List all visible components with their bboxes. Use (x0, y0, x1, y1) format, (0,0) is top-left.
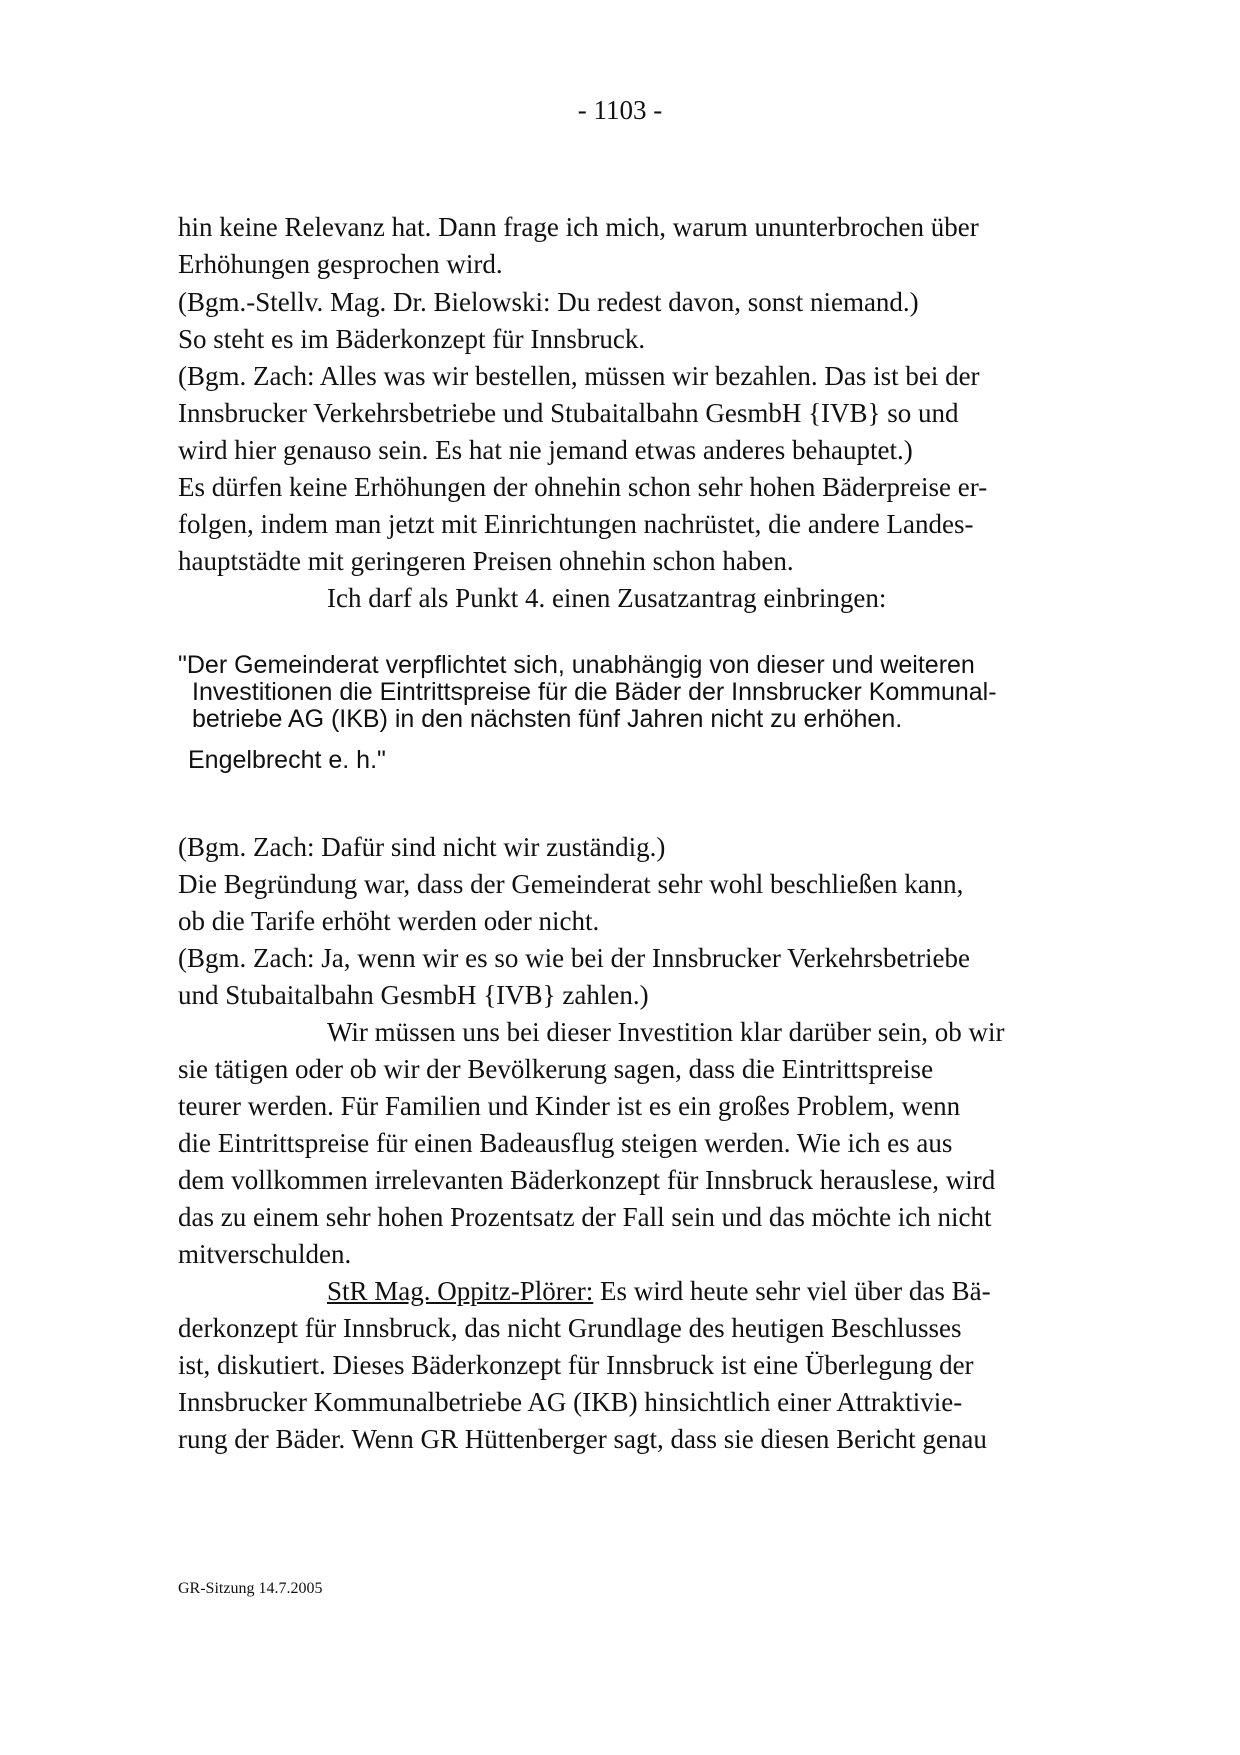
text-line: rung der Bäder. Wenn GR Hüttenberger sagt, dass sie diesen Bericht genau (178, 1424, 987, 1454)
text-line: die Eintrittspreise für einen Badeausflug steigen werden. Wie ich es aus (178, 1128, 953, 1158)
motion-line: Investitionen die Eintrittspreise für die Bäder der Innsbrucker Kommunal- (192, 678, 997, 706)
text-line: derkonzept für Innsbruck, das nicht Grundlage des heutigen Beschlusses (178, 1313, 962, 1343)
text-line: folgen, indem man jetzt mit Einrichtungen nachrüstet, die andere Landes- (178, 509, 974, 539)
text-line: und Stubaitalbahn GesmbH {IVB} zahlen.) (178, 980, 649, 1010)
motion-line: "Der Gemeinderat verpflichtet sich, unabhängig von dieser und weiteren (178, 651, 975, 679)
text-line: (Bgm. Zach: Ja, wenn wir es so wie bei der Innsbrucker Verkehrsbetriebe (178, 943, 970, 973)
footer-session-date: GR-Sitzung 14.7.2005 (178, 1580, 323, 1597)
text-line: das zu einem sehr hohen Prozentsatz der Fall sein und das möchte ich nicht (178, 1202, 992, 1232)
text-line-indented: Ich darf als Punkt 4. einen Zusatzantrag einbringen: (327, 583, 887, 613)
text-line-indented: Wir müssen uns bei dieser Investition klar darüber sein, ob wir (327, 1017, 1005, 1047)
text-line: (Bgm. Zach: Alles was wir bestellen, müssen wir bezahlen. Das ist bei der (178, 361, 980, 391)
text-line: Erhöhungen gesprochen wird. (178, 249, 503, 279)
page-number: - 1103 - (577, 95, 663, 125)
text-line: (Bgm. Zach: Dafür sind nicht wir zuständig.) (178, 832, 666, 862)
speaker-line (327, 1273, 991, 1309)
text-line: (Bgm.-Stellv. Mag. Dr. Bielowski: Du redest davon, sonst niemand.) (178, 287, 919, 317)
speaker-text: Es wird heute sehr viel über das Bä- (593, 1276, 991, 1306)
motion-line: betriebe AG (IKB) in den nächsten fünf Jahren nicht zu erhöhen. (192, 705, 903, 733)
text-line: Die Begründung war, dass der Gemeinderat sehr wohl beschließen kann, (178, 869, 964, 899)
text-line: mitverschulden. (178, 1239, 352, 1269)
text-line: hauptstädte mit geringeren Preisen ohnehin schon haben. (178, 546, 794, 576)
speaker-name: StR Mag. Oppitz-Plörer: (327, 1276, 594, 1306)
text-line: hin keine Relevanz hat. Dann frage ich mich, warum ununterbrochen über (178, 212, 979, 242)
text-line: sie tätigen oder ob wir der Bevölkerung sagen, dass die Eintrittspreise (178, 1054, 934, 1084)
text-line: So steht es im Bäderkonzept für Innsbruck. (178, 324, 646, 354)
text-line: ist, diskutiert. Dieses Bäderkonzept für Innsbruck ist eine Überlegung der (178, 1350, 974, 1380)
text-line: teurer werden. Für Familien und Kinder ist es ein großes Problem, wenn (178, 1091, 961, 1121)
text-line: Innsbrucker Kommunalbetriebe AG (IKB) hinsichtlich einer Attraktivie- (178, 1387, 963, 1417)
motion-signature: Engelbrecht e. h." (188, 746, 386, 774)
text-line: Es dürfen keine Erhöhungen der ohnehin schon sehr hohen Bäderpreise er- (178, 472, 988, 502)
text-line: dem vollkommen irrelevanten Bäderkonzept für Innsbruck herauslese, wird (178, 1165, 996, 1195)
text-line: wird hier genauso sein. Es hat nie jemand etwas anderes behauptet.) (178, 435, 913, 465)
text-line: Innsbrucker Verkehrsbetriebe und Stubaitalbahn GesmbH {IVB} so und (178, 398, 959, 428)
text-line: ob die Tarife erhöht werden oder nicht. (178, 906, 600, 936)
